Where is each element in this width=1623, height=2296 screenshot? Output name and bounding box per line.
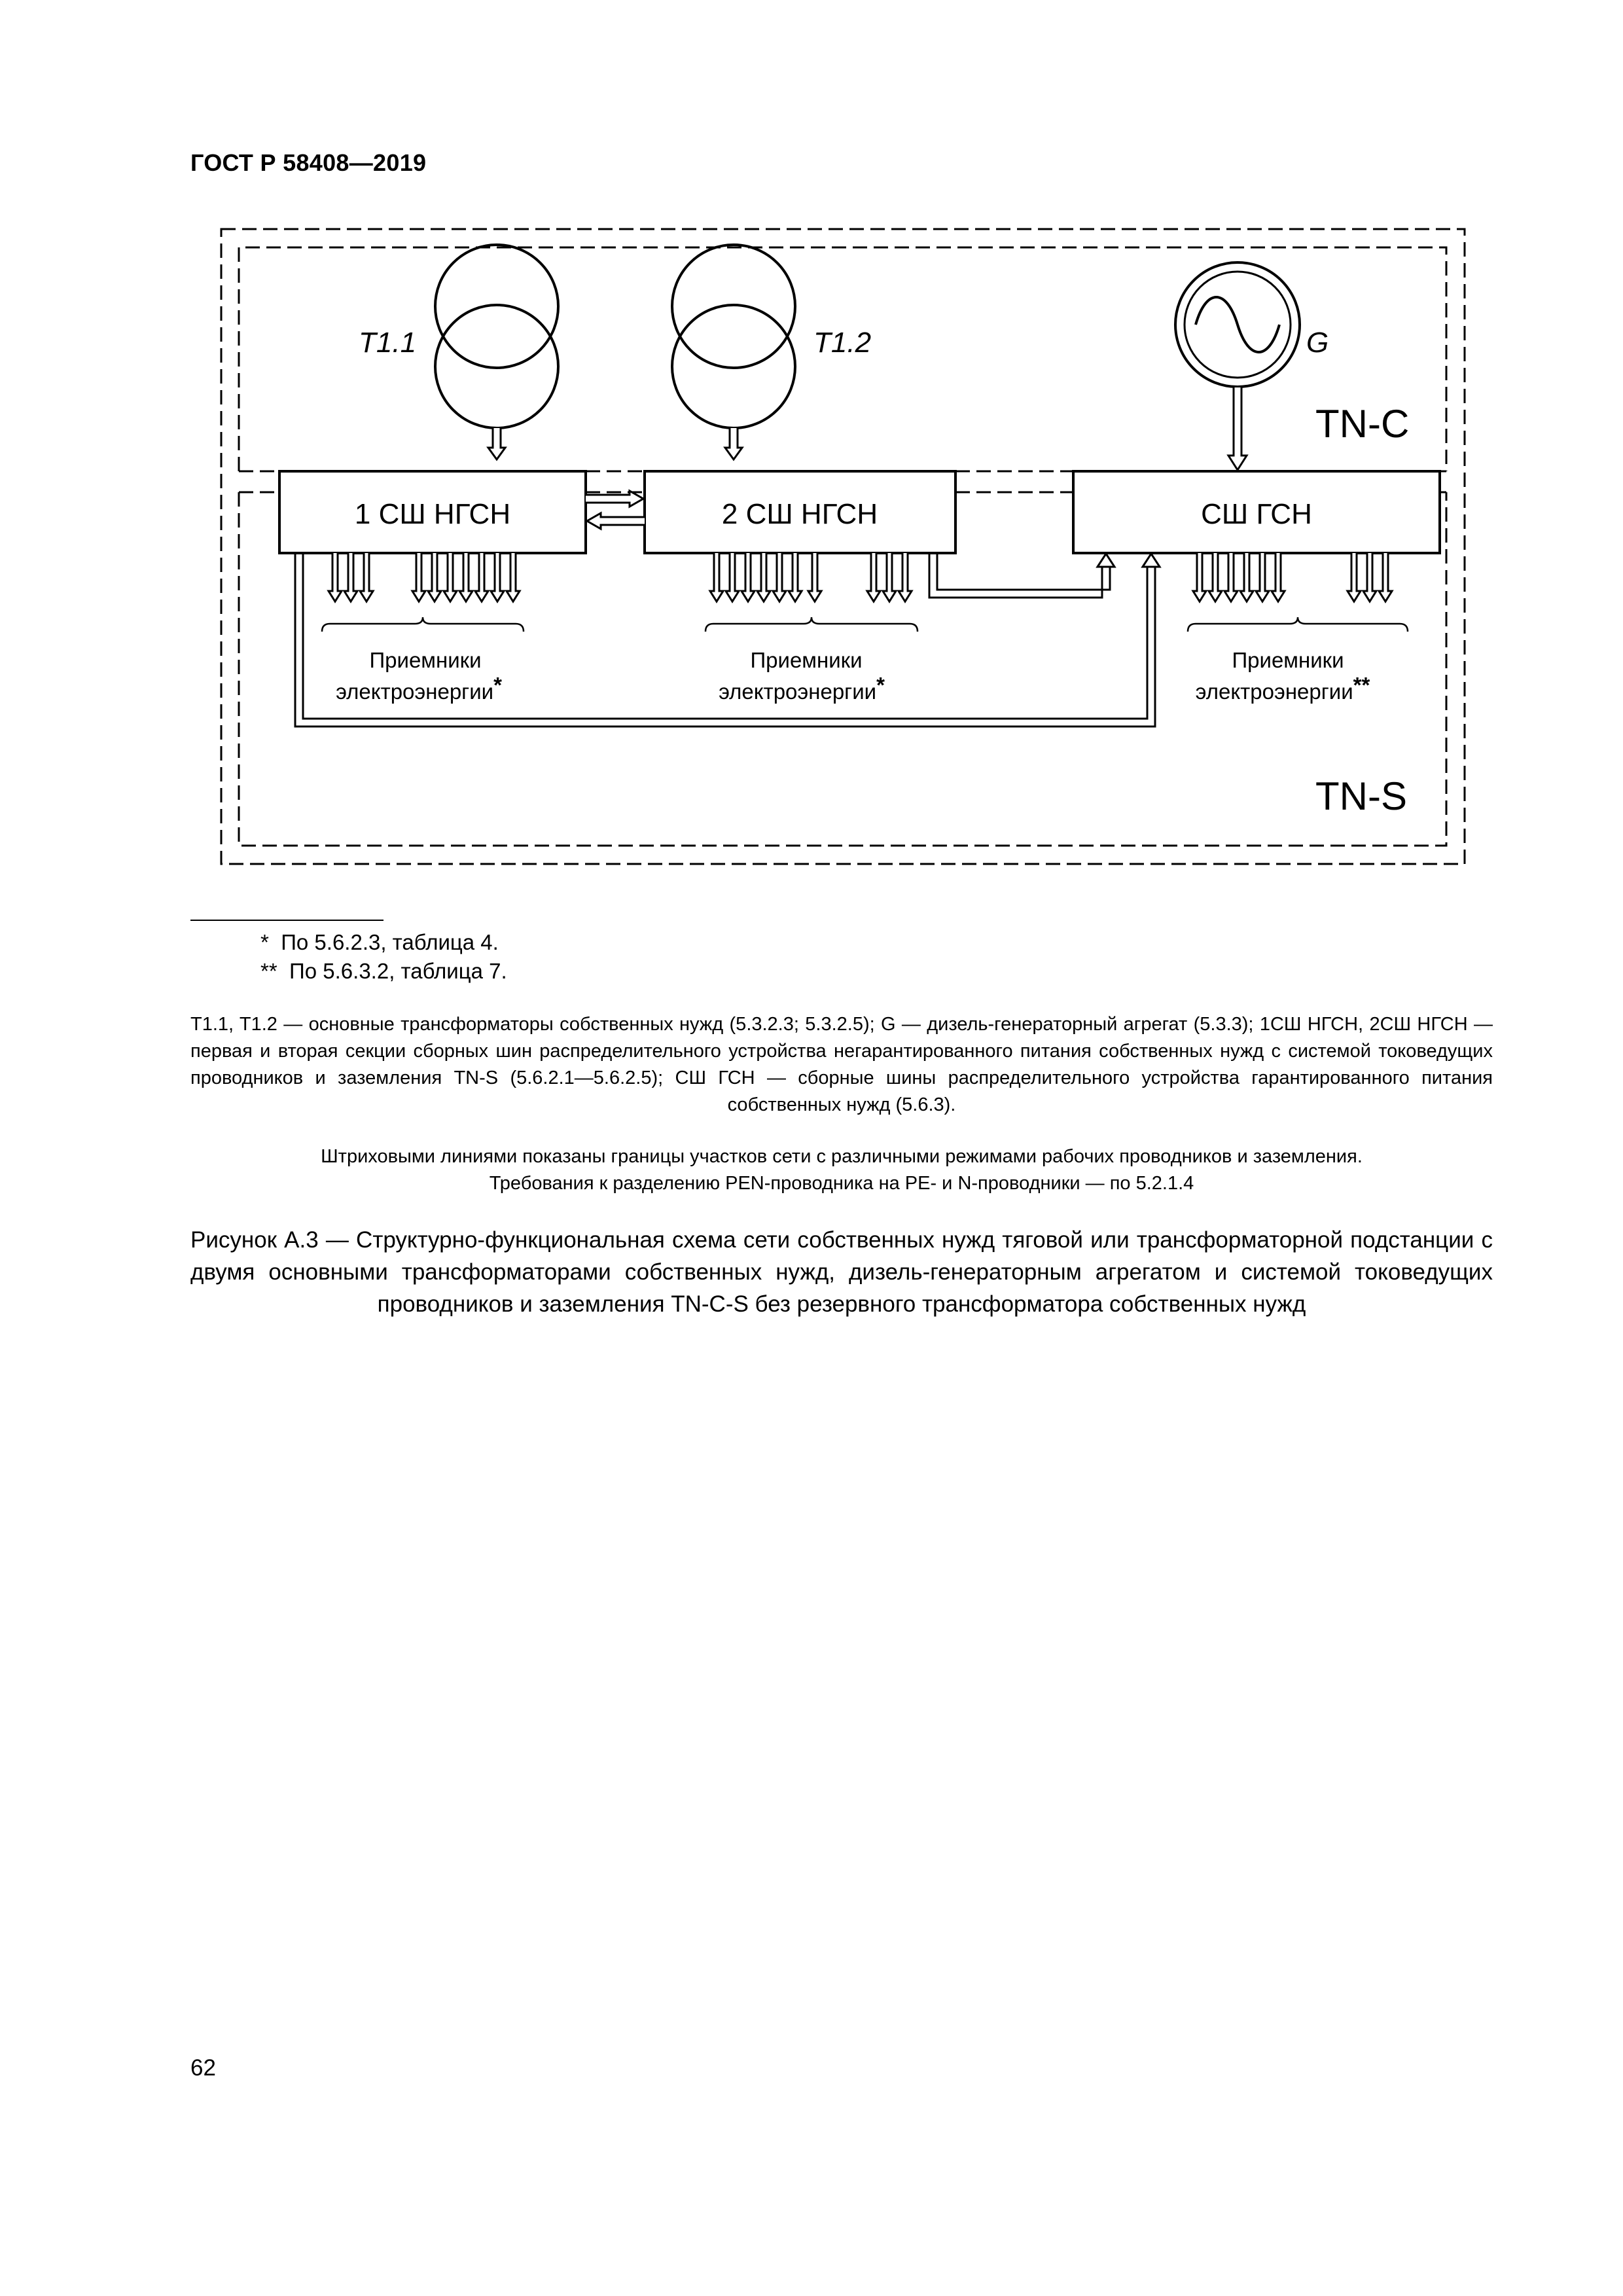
bus2-to-gsn-line: [929, 553, 1110, 598]
label-generator: G: [1306, 327, 1329, 359]
svg-text:2 СШ НГСН: 2 СШ НГСН: [721, 498, 878, 530]
bus-gsn: [1073, 471, 1440, 553]
figure-caption: Рисунок А.3 — Структурно-функциональная схема сети собственных нужд тяговой или трансформаторной подстанции с двумя основными трансформаторами собственных нужд, дизель-генераторным агрегатом и системой токоведущих проводников и заземления TN-C-S без резервного трансформатора собственных нужд: [190, 1227, 1493, 1317]
generator-icon: [1175, 262, 1300, 387]
footnote-2: [260, 957, 507, 986]
bus-1-ngsn: [279, 471, 586, 553]
transformer-t1-2-icon: [672, 245, 795, 428]
receivers-arrows-3: [1188, 553, 1408, 632]
receivers-arrows-2: [705, 553, 918, 632]
transformer-t1-1-icon: [435, 245, 558, 428]
receivers-3-line1: Приемники: [1232, 648, 1344, 672]
receivers-2-line2: электроэнергии*: [719, 673, 885, 704]
label-t1-1: T1.1: [359, 327, 417, 359]
figure-note: [190, 1143, 1493, 1197]
footnote-separator: [190, 920, 383, 921]
document-header: ГОСТ Р 58408—2019: [190, 149, 427, 176]
svg-text:СШ ГСН: СШ ГСН: [1201, 498, 1312, 530]
footnote-2-text: По 5.6.3.2, таблица 7.: [289, 959, 507, 983]
footnote-1-text: По 5.6.2.3, таблица 4.: [281, 930, 499, 954]
bus-2-ngsn: [645, 471, 955, 553]
footnote-1: [260, 928, 499, 957]
footnote-2-mark: **: [260, 959, 277, 983]
label-tn-c: TN-C: [1315, 402, 1410, 446]
figure-note-line2: Требования к разделению PEN-проводника на PE- и N-проводники — по 5.2.1.4: [489, 1173, 1194, 1194]
receivers-2-line1: Приемники: [750, 648, 863, 672]
footnote-1-mark: *: [260, 930, 269, 954]
power-scheme-diagram: [0, 0, 1623, 890]
tn-c-zone-boundary: [239, 247, 1446, 471]
receivers-1-line2: электроэнергии*: [336, 673, 502, 704]
figure-legend: T1.1, T1.2 — основные трансформаторы собственных нужд (5.3.2.3; 5.3.2.5); G — дизель-генераторный агрегат (5.3.3); 1СШ НГСН, 2СШ НГСН — первая и вторая секции сборных шин распределительного устройства негарантированного питания собственных нужд с системой токоведущих проводников и заземления TN-S (5.6.2.1—5.6.2.5); СШ ГСН — сборные шины распределительного устройства гарантированного питания собственных нужд (5.6.3).: [190, 1014, 1493, 1115]
receivers-1-line1: Приемники: [369, 648, 482, 672]
receivers-arrows-1: [322, 553, 524, 632]
generator-feeder-arrow: [1228, 387, 1247, 470]
label-tn-s: TN-S: [1315, 774, 1407, 818]
label-t1-2: T1.2: [813, 327, 872, 359]
section-tie-arrows: [586, 491, 645, 529]
figure-note-line1: Штриховыми линиями показаны границы участков сети с различными режимами рабочих проводников и заземления.: [321, 1146, 1363, 1167]
receivers-3-line2: электроэнергии**: [1195, 673, 1370, 704]
page-number: 62: [190, 2055, 216, 2081]
svg-text:1 СШ НГСН: 1 СШ НГСН: [354, 498, 511, 530]
